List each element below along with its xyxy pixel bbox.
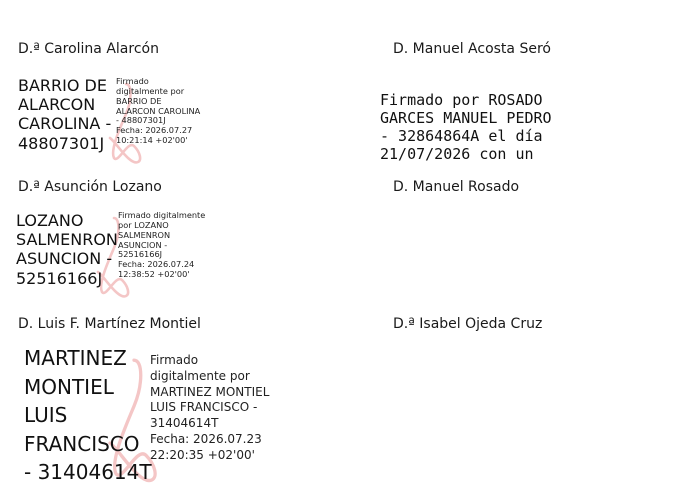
signatory-name-martinez: D. Luis F. Martínez Montiel xyxy=(18,316,201,332)
digital-signature-text-rosado: Firmado por ROSADO GARCES MANUEL PEDRO - 32864864A el día 21/07/2026 con un xyxy=(380,91,552,163)
signatory-name-alarcon: D.ª Carolina Alarcón xyxy=(18,41,159,57)
signature-large-text: BARRIO DE ALARCON CAROLINA - 48807301J xyxy=(18,76,112,153)
signature-large-text: LOZANO SALMENRON ASUNCION - 52516166J xyxy=(16,211,118,288)
signature-small-text: Firmado digitalmente por LOZANO SALMENRON ASUNCION - 52516166J Fecha: 2026.07.24 12:38:52 +02'00' xyxy=(118,210,206,280)
digital-signature-martinez xyxy=(18,342,288,492)
signatory-name-ojeda: D.ª Isabel Ojeda Cruz xyxy=(393,316,543,332)
signature-large-text: MARTINEZ MONTIEL LUIS FRANCISCO - 31404614T xyxy=(24,346,152,484)
signatory-name-acosta: D. Manuel Acosta Seró xyxy=(393,41,551,57)
signatory-name-lozano: D.ª Asunción Lozano xyxy=(18,179,162,195)
digital-signature-lozano xyxy=(12,208,227,303)
signature-small-text: Firmado digitalmente por BARRIO DE ALARCON CAROLINA - 48807301J Fecha: 2026.07.27 10:21:14 +02'00' xyxy=(116,76,201,146)
signature-small-text: Firmado digitalmente por MARTINEZ MONTIEL LUIS FRANCISCO - 31404614T Fecha: 2026.07.23 22:20:35 +02'00' xyxy=(150,353,270,462)
digital-signature-alarcon xyxy=(14,72,224,172)
signatory-name-rosado: D. Manuel Rosado xyxy=(393,179,520,195)
